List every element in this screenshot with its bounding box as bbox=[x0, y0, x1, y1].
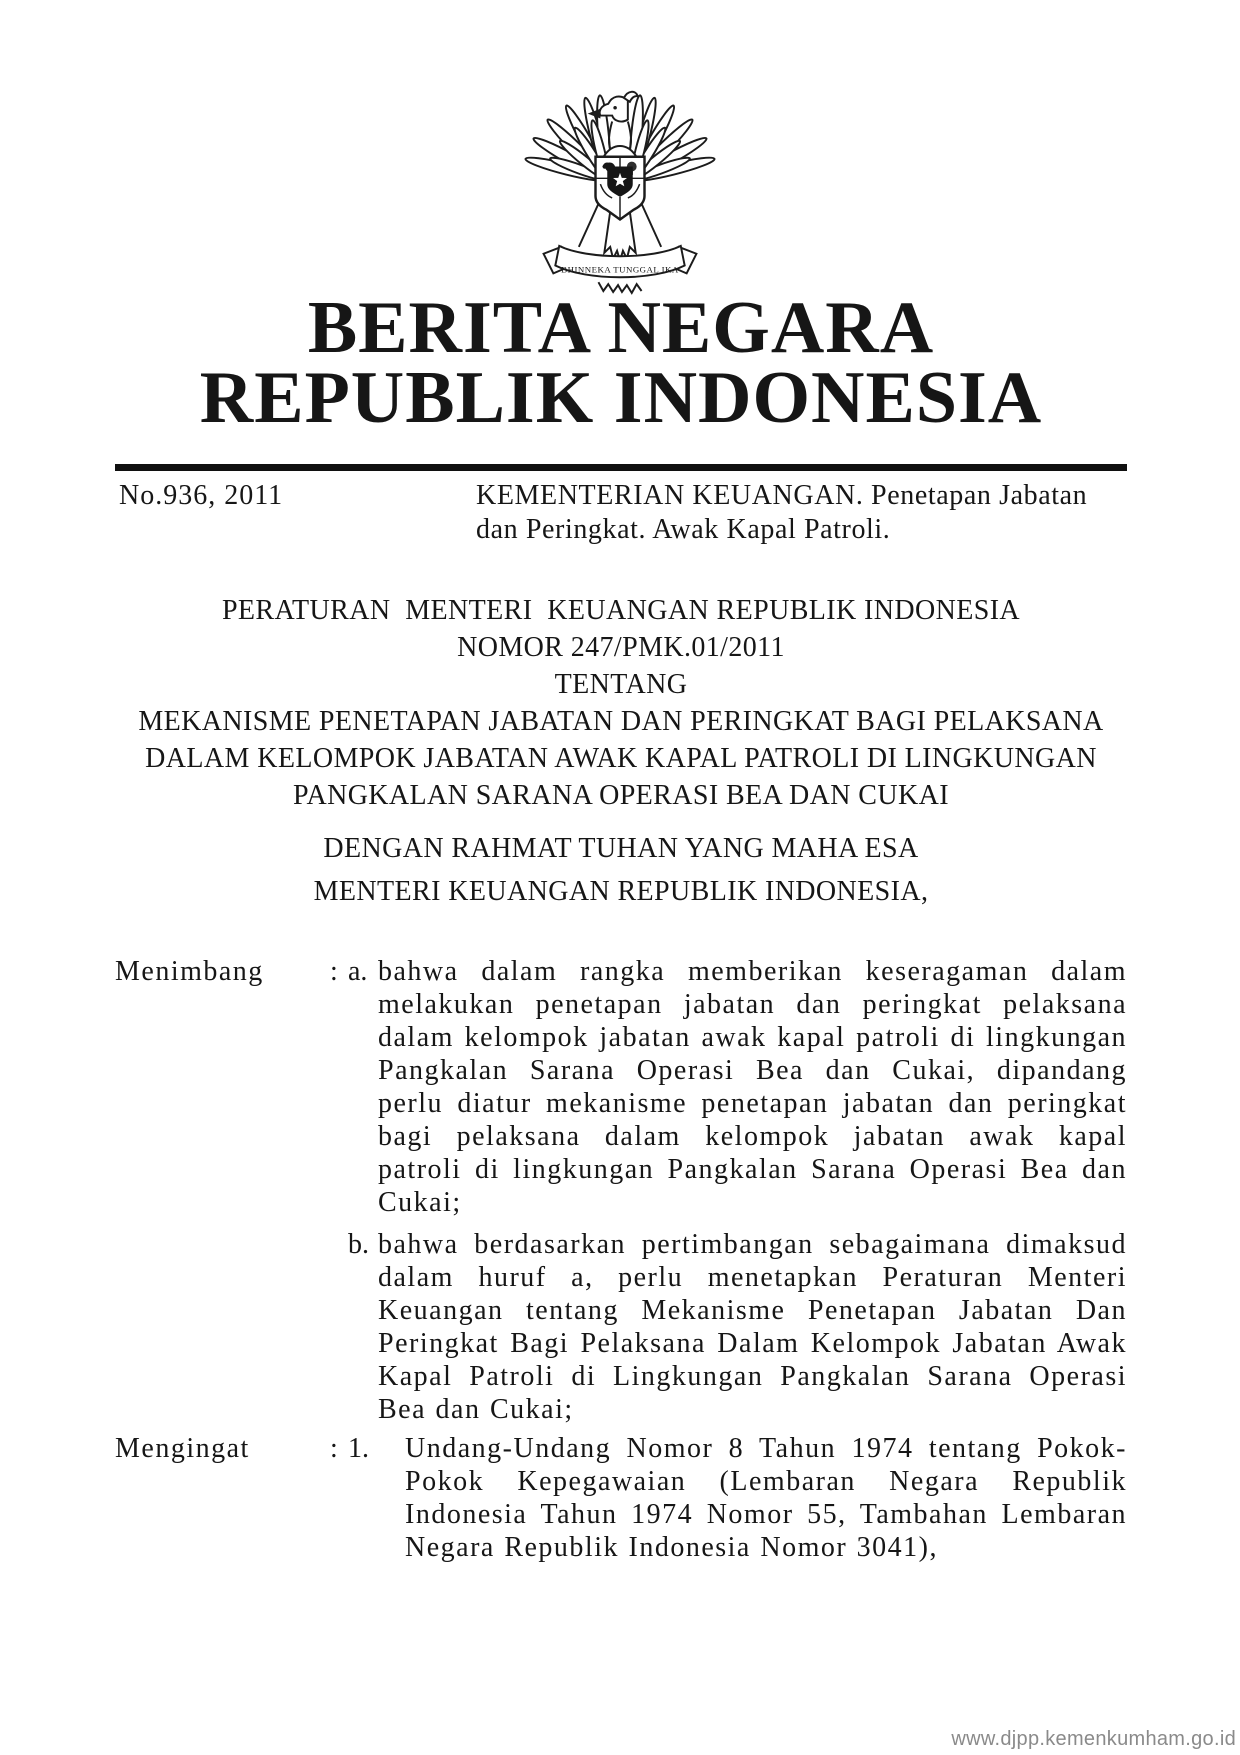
gazette-subject-line1: KEMENTERIAN KEUANGAN. Penetapan Jabatan bbox=[476, 480, 1088, 511]
item-marker: a. bbox=[348, 956, 368, 987]
gazette-number: No.936, 2011 bbox=[119, 480, 284, 511]
regulation-number-line: NOMOR 247/PMK.01/2011 bbox=[457, 632, 785, 663]
considerations-label: Menimbang bbox=[115, 956, 264, 987]
considerations-colon: : bbox=[330, 956, 338, 987]
consideration-item-b bbox=[348, 1228, 1127, 1426]
garuda-emblem-drawing bbox=[522, 86, 718, 300]
masthead bbox=[115, 287, 1127, 439]
considerations-items bbox=[348, 955, 1127, 1426]
regulation-subject-line1: MEKANISME PENETAPAN JABATAN DAN PERINGKAT BAGI PELAKSANA bbox=[138, 706, 1104, 737]
masthead-rule bbox=[115, 464, 1127, 471]
regulation-heading bbox=[115, 592, 1127, 814]
legal-basis-item-1 bbox=[348, 1432, 1127, 1564]
legal-basis-colon: : bbox=[330, 1433, 338, 1464]
item-text: bahwa berdasarkan pertimbangan sebagaimana dimaksud dalam huruf a, perlu menetapkan Peraturan Menteri Keuangan tentang Mekanisme Penetapan Jabatan Dan Peringkat Bagi Pelaksana Dalam Kelompok Jabatan Awak Kapal Patroli di Lingkungan Pangkalan Sarana Operasi Bea dan Cukai; bbox=[378, 1229, 1127, 1425]
gazette-subject-line2: dan Peringkat. Awak Kapal Patroli. bbox=[476, 514, 891, 545]
item-text: Undang-Undang Nomor 8 Tahun 1974 tentang Pokok-Pokok Kepegawaian (Lembaran Negara Republik Indonesia Tahun 1974 Nomor 55, Tambahan Lembaran Negara Republik Indonesia Nomor 3041), bbox=[405, 1433, 1127, 1563]
regulation-heading-line: PERATURAN MENTERI KEUANGAN REPUBLIK INDONESIA bbox=[221, 595, 1021, 626]
item-marker: 1. bbox=[348, 1433, 369, 1464]
crest bbox=[624, 92, 638, 102]
masthead-title-line2: REPUBLIK INDONESIA bbox=[199, 357, 1043, 439]
legal-basis-clause bbox=[115, 1432, 1127, 1564]
legal-basis-items bbox=[348, 1432, 1127, 1564]
consideration-item-a bbox=[348, 955, 1127, 1219]
garuda-pancasila-emblem bbox=[522, 86, 718, 300]
invocation-line: DENGAN RAHMAT TUHAN YANG MAHA ESA bbox=[323, 833, 919, 864]
masthead-title-line1: BERITA NEGARA bbox=[307, 287, 935, 369]
banner-motto: BHINNEKA TUNGGAL IKA bbox=[561, 264, 679, 275]
considerations-clause bbox=[115, 955, 1127, 1426]
item-marker: b. bbox=[348, 1229, 369, 1260]
regulation-body bbox=[115, 955, 1127, 1564]
footer-watermark-url: www.djpp.kemenkumham.go.id bbox=[951, 1728, 1236, 1750]
neck bbox=[609, 121, 631, 148]
legal-basis-label: Mengingat bbox=[115, 1433, 250, 1464]
eye bbox=[613, 106, 617, 110]
regulation-subject-line3: PANGKALAN SARANA OPERASI BEA DAN CUKAI bbox=[293, 780, 949, 811]
item-text: bahwa dalam rangka memberikan keseragaman dalam melakukan penetapan jabatan dan peringkat pelaksana dalam kelompok jabatan awak kapal patroli di lingkungan Pangkalan Sarana Operasi Bea dan Cukai, dipandang perlu diatur mekanisme penetapan jabatan dan peringkat bagi pelaksana dalam kelompok jabatan awak kapal patroli di lingkungan Pangkalan Sarana Operasi Bea dan Cukai; bbox=[378, 956, 1127, 1218]
gazette-subject bbox=[476, 479, 1131, 547]
regulation-subject-line2: DALAM KELOMPOK JABATAN AWAK KAPAL PATROLI DI LINGKUNGAN bbox=[145, 743, 1097, 774]
regulation-tentang-line: TENTANG bbox=[554, 669, 688, 700]
authority-line: MENTERI KEUANGAN REPUBLIK INDONESIA, bbox=[313, 876, 929, 907]
